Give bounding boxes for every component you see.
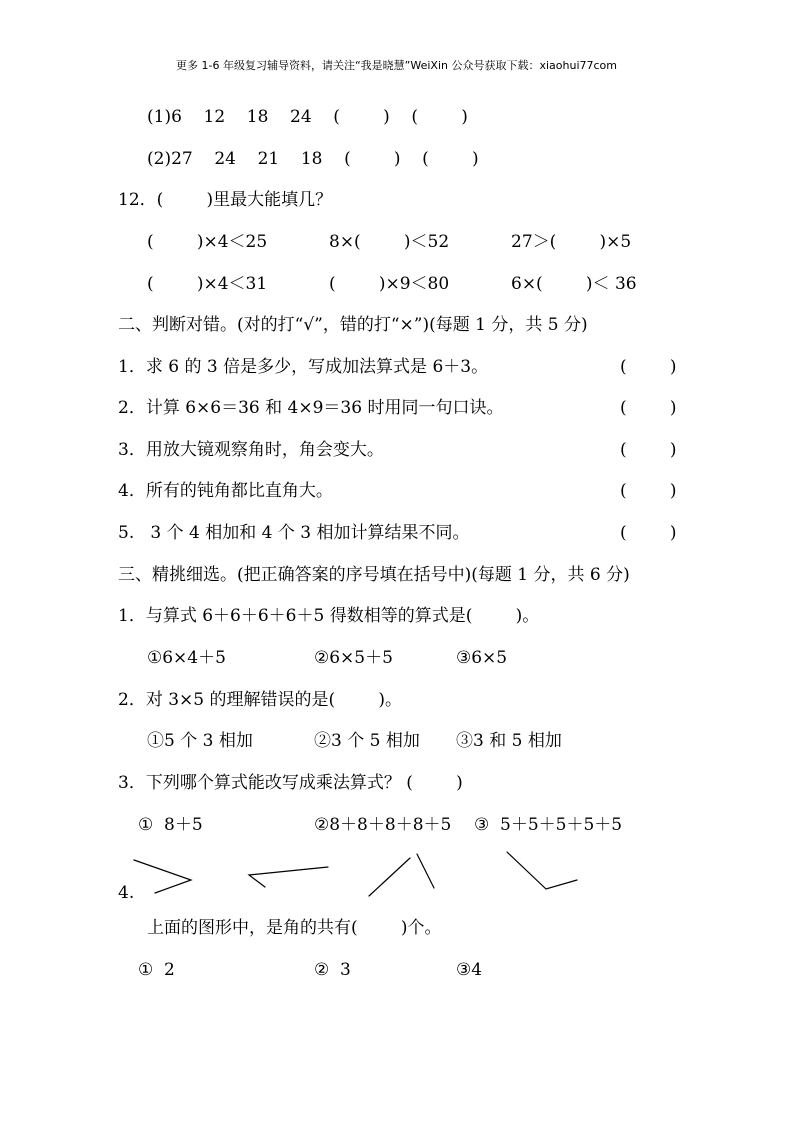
q12-r1-c1: ( )×4＜25 — [147, 232, 268, 252]
q11-row-2: (2)27 24 21 18 ( ) ( ) — [147, 149, 479, 169]
section-2-title: 二、判断对错。(对的打“√”，错的打“×”)(每题 1 分，共 5 分) — [118, 315, 588, 335]
choice-q4-option-2: ② 3 — [314, 960, 351, 980]
choice-q4-option-3: ③4 — [456, 960, 483, 980]
judge-item-4: 4．所有的钝角都比直角大。 — [118, 481, 333, 501]
judge-answer-bracket-4: ( ) — [620, 481, 677, 501]
q12-r2-c2: ( )×9＜80 — [329, 274, 450, 294]
figure-separate-segment-1 — [369, 858, 410, 896]
choice-q2-stem: 2．对 3×5 的理解错误的是( )。 — [118, 690, 402, 710]
choice-q2-option-2: ②3 个 5 相加 — [314, 731, 420, 751]
figure-angle-right — [507, 852, 577, 889]
choice-q3-option-2: ②8＋8＋8＋8＋5 — [314, 815, 452, 835]
q12-r1-c3: 27＞( )×5 — [511, 232, 632, 252]
q12-r1-c2: 8×( )＜52 — [329, 232, 450, 252]
choice-q1-option-2: ②6×5＋5 — [314, 648, 393, 668]
choice-q2-option-1: ①5 个 3 相加 — [147, 731, 253, 751]
judge-item-5: 5. 3 个 4 相加和 4 个 3 相加计算结果不同。 — [118, 523, 470, 543]
choice-q4-stem: 上面的图形中，是角的共有( )个。 — [147, 918, 442, 938]
choice-q2-option-3: ③3 和 5 相加 — [456, 731, 562, 751]
q12-r2-c1: ( )×4＜31 — [147, 274, 268, 294]
choice-q1-option-3: ③6×5 — [456, 648, 508, 668]
choice-q1-option-1: ①6×4＋5 — [147, 648, 226, 668]
judge-answer-bracket-3: ( ) — [620, 440, 677, 460]
choice-q3-stem: 3．下列哪个算式能改写成乘法算式？ ( ) — [118, 773, 463, 793]
judge-answer-bracket-1: ( ) — [620, 357, 677, 377]
choice-q3-option-3: ③ 5＋5＋5＋5＋5 — [474, 815, 623, 835]
figure-angle-left — [249, 867, 328, 887]
judge-item-1: 1．求 6 的 3 倍是多少，写成加法算式是 6＋3。 — [118, 357, 489, 377]
judge-item-2: 2．计算 6×6＝36 和 4×9＝36 时用同一句口诀。 — [118, 398, 504, 418]
judge-answer-bracket-5: ( ) — [620, 523, 677, 543]
choice-q4-number: 4. — [118, 883, 135, 903]
judge-answer-bracket-2: ( ) — [620, 398, 677, 418]
q11-row-1: (1)6 12 18 24 ( ) ( ) — [147, 107, 468, 127]
page-header: 更多 1-6 年级复习辅导资料，请关注“我是晓慧”WeiXin 公众号获取下载：xiaohui77com — [176, 59, 617, 72]
q12-r2-c3: 6×( )＜ 36 — [511, 274, 637, 294]
figure-open-curve — [134, 860, 191, 893]
choice-q4-option-1: ① 2 — [138, 960, 175, 980]
judge-item-3: 3．用放大镜观察角时，角会变大。 — [118, 440, 384, 460]
figure-separate-segment-2 — [417, 854, 434, 888]
section-3-title: 三、精挑细选。(把正确答案的序号填在括号中)(每题 1 分，共 6 分) — [118, 565, 630, 585]
choice-q1-stem: 1．与算式 6＋6＋6＋6＋5 得数相等的算式是( )。 — [118, 606, 540, 626]
q12-title: 12．( )里最大能填几？ — [118, 190, 333, 210]
choice-q3-option-1: ① 8＋5 — [138, 815, 203, 835]
